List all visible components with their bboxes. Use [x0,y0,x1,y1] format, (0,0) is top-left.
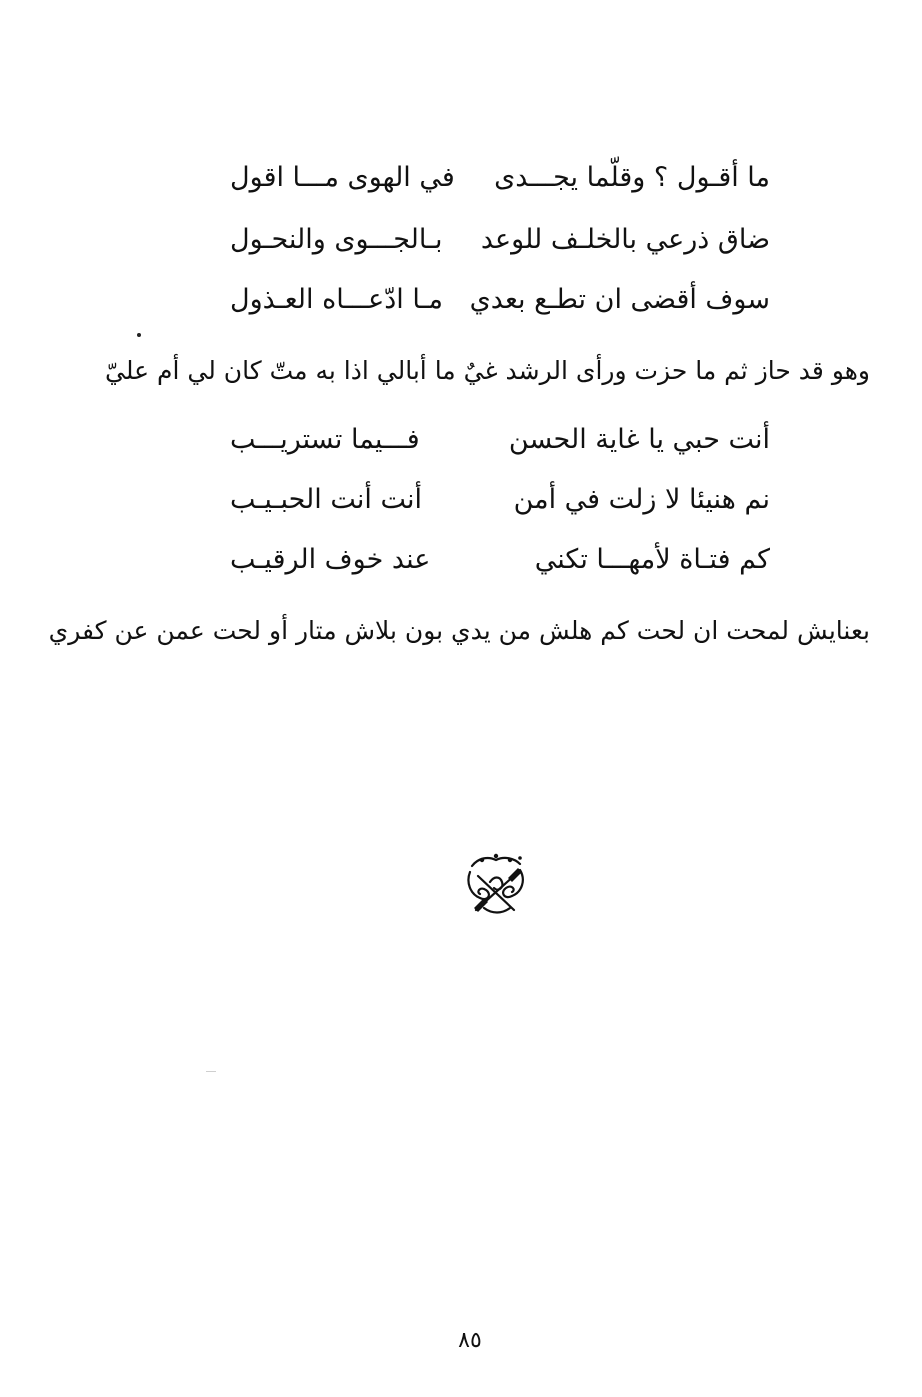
verse-second-hemistich: أنت أنت الحبـيـب [230,484,423,515]
verse-second-hemistich: في الهوى مـــا اقول [230,162,455,193]
verse-line [200,474,780,526]
refrain-line: وهو قد حاز ثم ما حزت ورأى الرشد غيٌ ما أبالي اذا به متّ كان لي أم عليّ [105,356,870,385]
verse-second-hemistich: بـالجـــوى والنحـول [230,224,443,255]
verse-first-hemistich: نم هنيئا لا زلت في أمن [513,484,770,515]
refrain-line: بعنايش لمحت ان لحت كم هلش من يدي بون بلاش متار أو لحت عمن عن كفري [48,616,870,645]
page-number: ٨٥ [458,1328,482,1353]
verse-line [200,534,780,586]
verse-line [200,414,780,466]
verse-first-hemistich: ضاق ذرعي بالخلـف للوعد [480,224,770,255]
verse-line [200,214,780,266]
verse-second-hemistich: مـا ادّعـــاه العـذول [230,284,443,315]
verse-second-hemistich: عند خوف الرقيـب [230,544,431,575]
verse-first-hemistich: أنت حبي يا غاية الحسن [508,424,770,455]
verse-first-hemistich: كم فتـاة لأمهـــا تكني [534,544,770,575]
verse-second-hemistich: فـــيما تستريـــب [230,424,420,455]
ink-speck [137,333,141,337]
verse-line [200,274,780,326]
verse-line [200,152,780,204]
verse-first-hemistich: سوف أقضى ان تطـع بعدي [469,284,770,315]
verse-first-hemistich: ما أقـول ؟ وقلّما يجـــدى [494,162,770,193]
floral-fleuron-icon [462,852,530,918]
scan-mark [206,1071,216,1072]
